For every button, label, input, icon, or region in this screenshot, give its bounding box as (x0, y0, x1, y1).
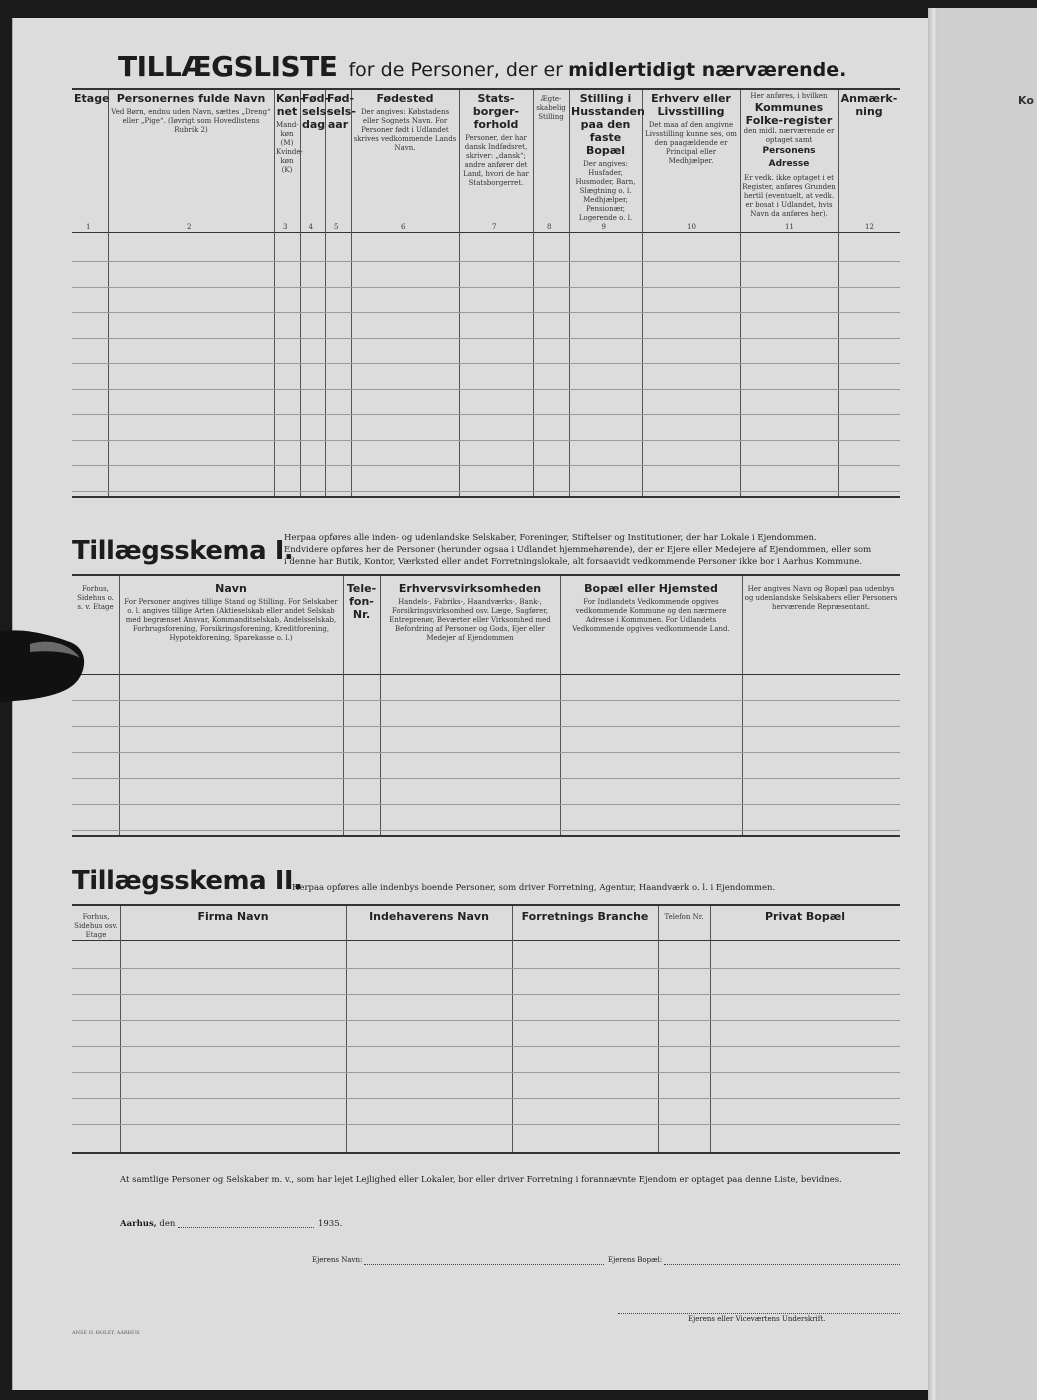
main-entry-cell[interactable] (460, 441, 532, 464)
skema2-entry-cell[interactable] (659, 941, 709, 967)
skema1-entry-cell[interactable] (344, 701, 379, 725)
skema2-entry-cell[interactable] (73, 1047, 119, 1071)
skema2-entry-cell[interactable] (73, 1073, 119, 1097)
skema2-entry-cell[interactable] (121, 995, 345, 1019)
skema2-header-2: Firma Navn (197, 910, 269, 923)
main-entry-cell[interactable] (570, 288, 641, 311)
main-entry-cell[interactable] (741, 466, 837, 490)
main-header-10: Erhverv eller Livsstilling Det maa af den angivne Livsstilling kunne ses, om den paagældende er Principal eller Medhjælper. (645, 92, 737, 165)
skema2-entry-cell[interactable] (711, 995, 899, 1019)
skema2-entry-cell[interactable] (659, 1073, 709, 1097)
skema1-entry-cell[interactable] (120, 727, 342, 751)
skema2-entry-cell[interactable] (513, 1099, 657, 1123)
main-entry-cell[interactable] (643, 313, 739, 337)
main-entry-cell[interactable] (643, 339, 739, 362)
owner-address-field[interactable] (664, 1256, 900, 1265)
skema2-entry-cell[interactable] (711, 1073, 899, 1097)
main-entry-cell[interactable] (301, 262, 324, 286)
skema1-entry-cell[interactable] (381, 701, 559, 725)
skema1-header-4: Erhvervsvirksomheden Handels-, Fabriks-, Haandværks-, Bank-, Forsikringsvirksomhed osv. Læge, Sagfører, Entreprenør, Beværter eller Virksomhed med Befordring af Personer og Gods, Ejer eller Medejer af Ejendommen (389, 582, 551, 642)
skema2-entry-cell[interactable] (121, 969, 345, 993)
thumb-photo (0, 622, 90, 712)
main-entry-cell[interactable] (460, 415, 532, 439)
skema1-entry-cell[interactable] (381, 675, 559, 699)
main-entry-cell[interactable] (570, 262, 641, 286)
main-entry-cell[interactable] (352, 415, 458, 439)
main-entry-cell[interactable] (460, 466, 532, 490)
skema2-entry-cell[interactable] (121, 1047, 345, 1071)
main-col-number: 6 (401, 223, 406, 231)
skema2-table (72, 904, 900, 1154)
skema1-entry-cell[interactable] (73, 727, 118, 751)
main-entry-cell[interactable] (534, 233, 568, 260)
main-entry-cell[interactable] (534, 492, 568, 493)
skema1-header-1: Forhus, Sidehus o. s. v. Etage (77, 585, 114, 611)
main-entry-cell[interactable] (534, 415, 568, 439)
skema2-entry-cell[interactable] (73, 941, 119, 967)
main-entry-cell[interactable] (643, 364, 739, 388)
main-table (72, 88, 900, 498)
main-entry-cell[interactable] (534, 313, 568, 337)
main-entry-cell[interactable] (741, 390, 837, 413)
skema1-entry-cell[interactable] (381, 727, 559, 751)
skema2-entry-cell[interactable] (711, 1021, 899, 1045)
footer-place: Aarhus, den (120, 1219, 176, 1229)
main-entry-cell[interactable] (570, 441, 641, 464)
adjacent-page (938, 8, 1037, 1400)
skema2-entry-cell[interactable] (659, 1047, 709, 1071)
skema2-entry-cell[interactable] (73, 995, 119, 1019)
main-col-number: 8 (547, 223, 552, 231)
main-entry-cell[interactable] (570, 492, 641, 493)
owner-name-field[interactable] (364, 1256, 604, 1265)
skema1-intro: Herpaa opføres alle inden- og udenlandske Selskaber, Foreninger, Stiftelser og Institutioner, der har Lokale i Ejendommen. Endvidere opføres her de Personer (herunder ogsaa i Udlandet hjemmehørende), der er Ejere eller Medejere af Ejendommen, eller som i denne har Butik, Kontor, Værksted eller andet Forretningslokale, alt forsaavidt vedkommende Personer ikke bor i Aarhus Kommune. (284, 533, 872, 567)
main-entry-cell[interactable] (352, 233, 458, 260)
skema1-entry-cell[interactable] (120, 675, 342, 699)
skema2-entry-cell[interactable] (711, 941, 899, 967)
main-entry-cell[interactable] (326, 313, 350, 337)
main-entry-cell[interactable] (570, 364, 641, 388)
main-entry-cell[interactable] (741, 313, 837, 337)
main-entry-cell[interactable] (839, 339, 899, 362)
main-entry-cell[interactable] (326, 339, 350, 362)
main-entry-cell[interactable] (275, 233, 299, 260)
main-entry-cell[interactable] (73, 441, 107, 464)
main-entry-cell[interactable] (301, 466, 324, 490)
main-entry-cell[interactable] (301, 492, 324, 493)
main-header-12: Anmærk-ning (840, 92, 898, 118)
main-entry-cell[interactable] (534, 262, 568, 286)
skema2-entry-cell[interactable] (711, 1125, 899, 1149)
skema1-entry-cell[interactable] (120, 779, 342, 803)
main-entry-cell[interactable] (643, 492, 739, 493)
main-header-9: Stilling i Husstanden paa den faste Bopæl Der angives: Husfader, Husmoder, Barn, Slægtning o. l. Medhjælper, Pensionær, Logerende o. l. (571, 92, 645, 222)
main-entry-cell[interactable] (352, 492, 458, 493)
main-entry-cell[interactable] (326, 288, 350, 311)
skema1-entry-cell[interactable] (561, 727, 741, 751)
main-entry-cell[interactable] (301, 339, 324, 362)
main-entry-cell[interactable] (643, 390, 739, 413)
owner-name-label: Ejerens Navn: (312, 1256, 363, 1264)
main-entry-cell[interactable] (73, 466, 107, 490)
main-entry-cell[interactable] (741, 339, 837, 362)
skema1-entry-cell[interactable] (120, 831, 342, 832)
main-entry-cell[interactable] (109, 441, 273, 464)
main-entry-cell[interactable] (352, 364, 458, 388)
skema2-entry-cell[interactable] (513, 1047, 657, 1071)
skema1-entry-cell[interactable] (73, 779, 118, 803)
main-col-number: 3 (283, 223, 288, 231)
skema2-entry-cell[interactable] (513, 1021, 657, 1045)
main-entry-cell[interactable] (460, 313, 532, 337)
main-header-2: Personernes fulde Navn Ved Børn, endnu uden Navn, sættes „Dreng“ eller „Pige“. (Iøvrigt som Hovedlistens Rubrik 2) (111, 92, 271, 134)
skema2-intro: Herpaa opføres alle indenbys boende Personer, som driver Forretning, Agentur, Haandværk o. l. i Ejendommen. (292, 883, 776, 893)
main-entry-cell[interactable] (741, 262, 837, 286)
skema1-entry-cell[interactable] (120, 753, 342, 777)
main-entry-cell[interactable] (839, 415, 899, 439)
skema1-entry-cell[interactable] (561, 831, 741, 832)
main-entry-cell[interactable] (326, 364, 350, 388)
signature-label: Ejerens eller Viceværtens Underskrift. (688, 1315, 826, 1323)
main-entry-cell[interactable] (73, 288, 107, 311)
main-entry-cell[interactable] (275, 466, 299, 490)
main-entry-cell[interactable] (326, 441, 350, 464)
main-entry-cell[interactable] (839, 492, 899, 493)
main-entry-cell[interactable] (534, 364, 568, 388)
main-entry-cell[interactable] (570, 339, 641, 362)
skema2-entry-cell[interactable] (513, 995, 657, 1019)
main-entry-cell[interactable] (741, 364, 837, 388)
main-header-4: Fød-sels-dag (302, 92, 331, 131)
main-entry-cell[interactable] (534, 339, 568, 362)
skema1-entry-cell[interactable] (381, 753, 559, 777)
footer-year: 1935. (318, 1219, 343, 1229)
main-entry-cell[interactable] (275, 492, 299, 493)
main-entry-cell[interactable] (109, 262, 273, 286)
main-entry-cell[interactable] (301, 415, 324, 439)
main-entry-cell[interactable] (275, 415, 299, 439)
main-entry-cell[interactable] (352, 441, 458, 464)
adjacent-page-text: Ko (1018, 94, 1034, 107)
main-entry-cell[interactable] (301, 364, 324, 388)
skema1-entry-cell[interactable] (743, 805, 899, 829)
form-title: TILLÆGSLISTE for de Personer, der er midlertidigt nærværende. (118, 50, 847, 83)
main-entry-cell[interactable] (73, 313, 107, 337)
main-entry-cell[interactable] (73, 390, 107, 413)
main-entry-cell[interactable] (275, 390, 299, 413)
main-entry-cell[interactable] (326, 233, 350, 260)
main-entry-cell[interactable] (326, 466, 350, 490)
main-entry-cell[interactable] (839, 313, 899, 337)
main-entry-cell[interactable] (275, 339, 299, 362)
skema2-entry-cell[interactable] (659, 1021, 709, 1045)
skema2-entry-cell[interactable] (347, 1125, 511, 1149)
main-entry-cell[interactable] (275, 262, 299, 286)
main-entry-cell[interactable] (326, 390, 350, 413)
skema1-entry-cell[interactable] (561, 675, 741, 699)
main-entry-cell[interactable] (839, 390, 899, 413)
main-entry-cell[interactable] (534, 466, 568, 490)
main-entry-cell[interactable] (109, 288, 273, 311)
main-entry-cell[interactable] (839, 262, 899, 286)
main-entry-cell[interactable] (643, 288, 739, 311)
main-entry-cell[interactable] (460, 233, 532, 260)
skema2-header-6: Privat Bopæl (764, 910, 846, 923)
skema1-header-3: Tele-fon-Nr. (346, 582, 377, 621)
skema1-entry-cell[interactable] (743, 831, 899, 832)
skema2-entry-cell[interactable] (121, 1021, 345, 1045)
main-header-6: Fødested Der angives: Købstadens eller Sognets Navn. For Personer født i Udlandet skrives vedkommende Lands Navn. (353, 92, 457, 152)
main-entry-cell[interactable] (352, 339, 458, 362)
skema1-entry-cell[interactable] (344, 831, 379, 832)
main-entry-cell[interactable] (839, 441, 899, 464)
footer-statement: At samtlige Personer og Selskaber m. v., som har lejet Lejlighed eller Lokaler, bor eller driver Forretning i forannævnte Ejendom er optaget paa denne Liste, bevidnes. (120, 1175, 842, 1185)
main-entry-cell[interactable] (352, 313, 458, 337)
signature-field[interactable] (618, 1305, 900, 1314)
skema2-header-5: Telefon Nr. (664, 913, 704, 921)
main-col-number: 1 (86, 223, 91, 231)
skema2-entry-cell[interactable] (347, 1021, 511, 1045)
main-entry-cell[interactable] (326, 262, 350, 286)
main-entry-cell[interactable] (301, 390, 324, 413)
main-col-number: 5 (334, 223, 339, 231)
skema2-entry-cell[interactable] (121, 941, 345, 967)
main-col-number: 4 (308, 223, 313, 231)
main-entry-cell[interactable] (109, 313, 273, 337)
main-entry-cell[interactable] (73, 364, 107, 388)
skema1-entry-cell[interactable] (381, 779, 559, 803)
skema1-entry-cell[interactable] (561, 753, 741, 777)
skema2-header-3: Indehaverens Navn (369, 910, 489, 923)
main-entry-cell[interactable] (460, 364, 532, 388)
skema1-entry-cell[interactable] (743, 779, 899, 803)
skema1-entry-cell[interactable] (73, 805, 118, 829)
skema1-header-6: Her angives Navn og Bopæl paa udenbys og udenlandske Selskabers eller Personers herværende Repræsentant. (744, 585, 898, 611)
skema2-entry-cell[interactable] (121, 1073, 345, 1097)
main-entry-cell[interactable] (534, 441, 568, 464)
main-entry-cell[interactable] (741, 492, 837, 493)
main-entry-cell[interactable] (460, 262, 532, 286)
skema1-entry-cell[interactable] (743, 727, 899, 751)
skema1-entry-cell[interactable] (344, 805, 379, 829)
main-entry-cell[interactable] (643, 466, 739, 490)
main-entry-cell[interactable] (352, 390, 458, 413)
main-entry-cell[interactable] (460, 288, 532, 311)
main-entry-cell[interactable] (643, 441, 739, 464)
main-entry-cell[interactable] (741, 415, 837, 439)
main-entry-cell[interactable] (534, 288, 568, 311)
main-entry-cell[interactable] (570, 233, 641, 260)
main-entry-cell[interactable] (109, 233, 273, 260)
main-entry-cell[interactable] (570, 390, 641, 413)
main-header-7: Stats-borger-forhold Personer, der har dansk Indfødsret, skriver: „dansk“; andre anfører det Land, hvori de har Statsborgerret. (463, 92, 529, 187)
skema2-header-1: Forhus, Sidehus osv. Etage (74, 913, 118, 939)
date-field[interactable] (178, 1219, 314, 1228)
owner-address-label: Ejerens Bopæl: (608, 1256, 663, 1264)
skema1-table (72, 574, 900, 837)
main-col-number: 10 (687, 223, 696, 231)
skema1-entry-cell[interactable] (120, 805, 342, 829)
skema1-entry-cell[interactable] (743, 753, 899, 777)
skema2-entry-cell[interactable] (347, 995, 511, 1019)
main-header-5: Fød-sels-aar (327, 92, 356, 131)
skema1-entry-cell[interactable] (561, 701, 741, 725)
skema2-entry-cell[interactable] (659, 1125, 709, 1149)
main-entry-cell[interactable] (570, 466, 641, 490)
skema1-entry-cell[interactable] (73, 753, 118, 777)
main-entry-cell[interactable] (741, 441, 837, 464)
main-entry-cell[interactable] (301, 441, 324, 464)
skema2-entry-cell[interactable] (513, 1125, 657, 1149)
main-entry-cell[interactable] (301, 233, 324, 260)
skema2-title: Tillægsskema II. (72, 866, 303, 896)
main-entry-cell[interactable] (109, 364, 273, 388)
skema2-entry-cell[interactable] (73, 1125, 119, 1149)
main-entry-cell[interactable] (275, 313, 299, 337)
main-entry-cell[interactable] (275, 288, 299, 311)
main-col-number: 12 (865, 223, 874, 231)
main-entry-cell[interactable] (839, 466, 899, 490)
skema1-entry-cell[interactable] (344, 727, 379, 751)
main-entry-cell[interactable] (352, 262, 458, 286)
skema1-entry-cell[interactable] (344, 753, 379, 777)
skema2-entry-cell[interactable] (711, 1047, 899, 1071)
main-entry-cell[interactable] (275, 364, 299, 388)
main-entry-cell[interactable] (73, 339, 107, 362)
main-header-11: Her anføres, i hvilken Kommunes Folke-register den midl. nærværende er optaget samt Personens Adresse Er vedk. ikke optaget i et Register, anføres Grunden hertil (eventuelt, at vedk. er bosat i Udlandet, hvis Navn da anføres her). (742, 92, 836, 218)
skema1-entry-cell[interactable] (381, 805, 559, 829)
skema1-entry-cell[interactable] (73, 831, 118, 832)
main-entry-cell[interactable] (301, 288, 324, 311)
main-entry-cell[interactable] (741, 288, 837, 311)
main-entry-cell[interactable] (460, 339, 532, 362)
skema1-entry-cell[interactable] (120, 701, 342, 725)
main-entry-cell[interactable] (73, 262, 107, 286)
skema2-entry-cell[interactable] (513, 969, 657, 993)
skema1-entry-cell[interactable] (344, 779, 379, 803)
main-col-number: 9 (601, 223, 606, 231)
main-entry-cell[interactable] (109, 390, 273, 413)
skema2-entry-cell[interactable] (659, 1099, 709, 1123)
skema1-title: Tillægsskema I. (72, 536, 294, 566)
main-col-number: 11 (785, 223, 794, 231)
skema2-entry-cell[interactable] (659, 995, 709, 1019)
skema2-entry-cell[interactable] (347, 941, 511, 967)
main-entry-cell[interactable] (460, 390, 532, 413)
main-entry-cell[interactable] (352, 288, 458, 311)
skema2-entry-cell[interactable] (121, 1099, 345, 1123)
main-entry-cell[interactable] (570, 313, 641, 337)
skema2-entry-cell[interactable] (347, 1099, 511, 1123)
printer-mark: ANSE O. HOLST, AARHUS (72, 1330, 140, 1336)
skema1-entry-cell[interactable] (561, 805, 741, 829)
main-entry-cell[interactable] (643, 415, 739, 439)
main-entry-cell[interactable] (109, 415, 273, 439)
skema2-entry-cell[interactable] (513, 1073, 657, 1097)
main-entry-cell[interactable] (73, 233, 107, 260)
main-entry-cell[interactable] (109, 492, 273, 493)
main-entry-cell[interactable] (460, 492, 532, 493)
main-entry-cell[interactable] (643, 233, 739, 260)
skema1-entry-cell[interactable] (561, 779, 741, 803)
skema2-entry-cell[interactable] (347, 1073, 511, 1097)
main-header-1: Etage (74, 92, 110, 105)
main-entry-cell[interactable] (839, 288, 899, 311)
main-col-number: 2 (187, 223, 192, 231)
skema1-entry-cell[interactable] (381, 831, 559, 832)
main-entry-cell[interactable] (326, 492, 350, 493)
skema2-entry-cell[interactable] (347, 1047, 511, 1071)
main-entry-cell[interactable] (109, 339, 273, 362)
skema2-entry-cell[interactable] (711, 1099, 899, 1123)
main-entry-cell[interactable] (73, 492, 107, 493)
skema1-entry-cell[interactable] (743, 701, 899, 725)
main-entry-cell[interactable] (73, 415, 107, 439)
main-entry-cell[interactable] (741, 233, 837, 260)
skema1-entry-cell[interactable] (743, 675, 899, 699)
main-entry-cell[interactable] (109, 466, 273, 490)
main-entry-cell[interactable] (326, 415, 350, 439)
main-entry-cell[interactable] (301, 313, 324, 337)
main-entry-cell[interactable] (275, 441, 299, 464)
main-entry-cell[interactable] (352, 466, 458, 490)
skema2-header-4: Forretnings Branche (521, 910, 649, 923)
skema2-entry-cell[interactable] (513, 941, 657, 967)
skema1-header-2: Navn For Personer angives tillige Stand og Stilling. For Selskaber o. l. angives tillige Arten (Aktieselskab eller andet Selskab med begrænset Ansvar, Kommanditselskab, Andelsselskab, Forbrugsforening, Forsikringsforening, Kreditforening, Hypotekforening, Sparekasse o. l.) (124, 582, 338, 642)
skema2-entry-cell[interactable] (659, 969, 709, 993)
skema2-entry-cell[interactable] (73, 1099, 119, 1123)
main-entry-cell[interactable] (839, 364, 899, 388)
skema1-header-5: Bopæl eller Hjemsted For Indlandets Vedkommende opgives vedkommende Kommune og den nærmere Adresse i Kommunen. For Udlandets Vedkommende opgives vedkommende Land. (572, 582, 730, 633)
main-entry-cell[interactable] (643, 262, 739, 286)
main-header-8: Ægte-skabelig Stilling (536, 95, 566, 121)
skema2-entry-cell[interactable] (711, 969, 899, 993)
main-header-3: Køn-net Mand-køn (M) Kvinde-køn (K) (276, 92, 305, 174)
main-entry-cell[interactable] (839, 233, 899, 260)
skema2-entry-cell[interactable] (121, 1125, 345, 1149)
skema2-entry-cell[interactable] (73, 969, 119, 993)
skema1-entry-cell[interactable] (344, 675, 379, 699)
skema2-entry-cell[interactable] (73, 1021, 119, 1045)
main-entry-cell[interactable] (570, 415, 641, 439)
main-col-number: 7 (492, 223, 497, 231)
skema2-entry-cell[interactable] (347, 969, 511, 993)
main-entry-cell[interactable] (534, 390, 568, 413)
